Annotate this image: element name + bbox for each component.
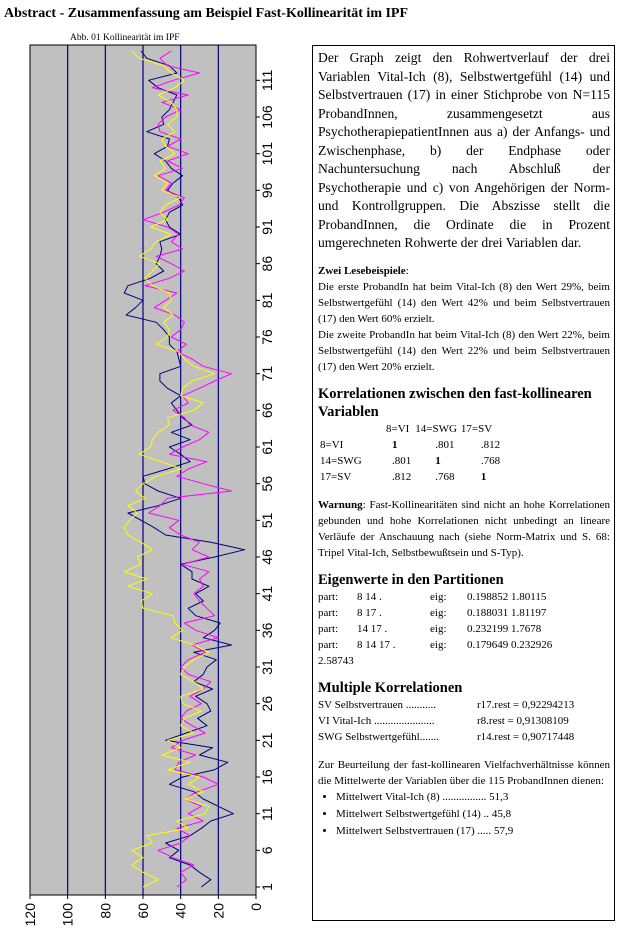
intro-paragraph: Der Graph zeigt den Rohwertverlauf der drei Variablen Vital-Ich (8), Selbstwertgefühl (14) und Selbstvertrauen (17) in einer Stichprobe von N=115 ProbandInnen, zusammengesetzt aus PsychotherapiepatientInnen aus a) der Anfangs- und Zwischenphase, b) der Endphase oder Nachuntersuchung nach Abschluß der Psychotherapie und c) von Angehörigen der Norm- und Kontrollgruppen. Die Abszisse stellt die ProbandInnen, die Ordinate die in Prozent umgerechneten Rohwerte der drei Variablen dar. bbox=[318, 50, 610, 250]
x-tick-label: 20 bbox=[210, 903, 227, 919]
corr-row-label: 8=VI bbox=[320, 438, 344, 451]
mk-row bbox=[318, 729, 577, 745]
corr-col-header: 8=VI bbox=[386, 422, 410, 435]
y-tick-label: 81 bbox=[259, 292, 275, 309]
y-tick-label: 1 bbox=[259, 883, 275, 891]
eig-cell: 8 14 . bbox=[357, 590, 382, 603]
eig-cell: 14 17 . bbox=[357, 622, 388, 635]
warnung-label: Warnung bbox=[318, 498, 363, 511]
eigenwerte-tail: 2.58743 bbox=[318, 654, 354, 667]
lesebeispiel-1: Die erste ProbandIn hat beim Vital-Ich (8) den Wert 29%, beim Selbstwertgefühl (14) den Wert 42% und beim Selbstvertrauen (17) den Wert 60% erzielt. bbox=[318, 280, 610, 325]
y-tick-label: 66 bbox=[259, 402, 275, 419]
eig-cell: part: bbox=[318, 606, 339, 619]
lesebeispiele-colon: : bbox=[405, 264, 409, 277]
eig-cell: part: bbox=[318, 590, 339, 603]
y-tick-label: 106 bbox=[259, 105, 275, 129]
eig-row bbox=[318, 605, 555, 621]
corr-cell: .812 bbox=[392, 470, 412, 483]
y-tick-label: 51 bbox=[259, 512, 275, 529]
eig-row bbox=[318, 621, 555, 637]
list-item bbox=[336, 806, 610, 823]
y-tick-label: 91 bbox=[259, 219, 275, 235]
mean-label: Mittelwert Vital-Ich (8) ................ bbox=[336, 790, 487, 803]
eig-row bbox=[318, 637, 555, 653]
eig-cell: eig: bbox=[430, 622, 447, 635]
mean-label: Mittelwert Selbstwertgefühl (14) .. bbox=[336, 807, 490, 820]
y-tick-label: 71 bbox=[259, 365, 275, 382]
y-tick-label: 16 bbox=[259, 769, 275, 785]
corr-row-label: 14=SWG bbox=[320, 454, 362, 467]
chart-caption: Abb. 01 Kollinearität im IPF bbox=[70, 33, 180, 43]
mean-value: 57,9 bbox=[493, 824, 514, 837]
corr-row bbox=[318, 437, 502, 453]
mk-row bbox=[318, 713, 577, 729]
y-tick-label: 21 bbox=[259, 732, 275, 749]
y-tick-label: 26 bbox=[259, 695, 275, 712]
mk-name: VI Vital-Ich ...................... bbox=[318, 714, 435, 727]
mean-value: 45,8 bbox=[491, 807, 512, 820]
eig-cell: eig: bbox=[430, 638, 447, 651]
corr-cell: .812 bbox=[480, 438, 501, 451]
eigenwerte-table bbox=[318, 589, 555, 653]
x-tick-label: 60 bbox=[135, 903, 151, 919]
mean-value: 51,3 bbox=[489, 790, 509, 803]
corr-col-header: 17=SV bbox=[460, 422, 493, 435]
warnung-text: : Fast-Kollinearitäten sind nicht an hohe Korrelationen gebunden und hohe Korrelationen nicht unbedingt an lineare Verläufe der Anschauung nach (siehe Norm-Matrix und S. 68: Tripel Vital-Ich, Selbstbewußtsein und S-Typ). bbox=[318, 498, 610, 559]
mk-value: r14.rest = 0,90717448 bbox=[477, 730, 575, 743]
corr-cell: .801 bbox=[435, 438, 455, 451]
y-tick-label: 96 bbox=[259, 182, 275, 199]
corr-cell: .801 bbox=[392, 454, 412, 467]
eig-cell: eig: bbox=[430, 606, 447, 619]
eig-cell: 8 17 . bbox=[357, 606, 382, 619]
y-tick-label: 61 bbox=[259, 439, 275, 455]
lesebeispiele-heading: Zwei Lesebeispiele bbox=[318, 264, 406, 277]
x-tick-label: 40 bbox=[172, 903, 189, 919]
page-title: Abstract - Zusammenfassung am Beispiel Fast-Kollinearität im IPF bbox=[4, 6, 409, 21]
multiple-korrelationen-heading: Multiple Korrelationen bbox=[318, 679, 463, 696]
eigenwerte-heading: Eigenwerte in den Partitionen bbox=[318, 571, 504, 588]
eig-cell: part: bbox=[318, 638, 339, 651]
y-tick-label: 41 bbox=[259, 585, 275, 602]
eig-cell: 0.188031 1.81197 bbox=[467, 606, 547, 619]
kollinearitaet-chart bbox=[0, 0, 300, 943]
y-tick-label: 111 bbox=[259, 69, 275, 91]
corr-cell: .768 bbox=[435, 470, 455, 483]
beurteilung-paragraph: Zur Beurteilung der fast-kollinearen Vielfachverhältnisse können die Mittelwerte der Variablen über die 115 ProbandInnen dienen: bbox=[318, 758, 610, 787]
corr-cell: 1 bbox=[480, 470, 487, 483]
eig-cell: 0.179649 0.232926 bbox=[467, 638, 553, 651]
multiple-korrelationen-table bbox=[318, 697, 577, 745]
eig-cell: part: bbox=[318, 622, 339, 635]
korrelationen-heading: Korrelationen zwischen den fast-kollinearen Variablen bbox=[318, 385, 592, 420]
abstract-textbox bbox=[312, 45, 615, 921]
mk-name: SV Selbstvertrauen ........... bbox=[318, 698, 437, 711]
mean-label: Mittelwert Selbstvertrauen (17) ..... bbox=[336, 824, 492, 837]
corr-cell: .768 bbox=[480, 454, 501, 467]
y-tick-label: 46 bbox=[259, 549, 275, 565]
y-tick-label: 76 bbox=[259, 329, 275, 345]
eig-cell: 0.198852 1.80115 bbox=[467, 590, 547, 603]
corr-col-header: 14=SWG bbox=[415, 422, 457, 435]
mk-value: r17.rest = 0,92294213 bbox=[477, 698, 575, 711]
corr-row bbox=[318, 469, 502, 485]
korrelations-matrix bbox=[318, 421, 502, 485]
mittelwerte-list bbox=[318, 789, 610, 840]
mk-row bbox=[318, 697, 577, 713]
eig-row bbox=[318, 589, 555, 605]
x-tick-label: 120 bbox=[22, 903, 38, 927]
corr-cell: 1 bbox=[392, 438, 398, 451]
y-tick-label: 36 bbox=[259, 622, 275, 639]
mk-name: SWG Selbstwertgefühl....... bbox=[318, 730, 439, 743]
corr-cell: 1 bbox=[435, 454, 441, 467]
mk-value: r8.rest = 0,91308109 bbox=[477, 714, 569, 727]
x-tick-label: 80 bbox=[97, 903, 114, 919]
y-tick-label: 101 bbox=[259, 141, 275, 166]
eig-cell: 8 14 17 . bbox=[357, 638, 396, 651]
y-tick-label: 86 bbox=[259, 255, 275, 272]
y-tick-label: 56 bbox=[259, 475, 275, 492]
x-tick-label: 100 bbox=[59, 903, 76, 927]
corr-row-label: 17=SV bbox=[320, 470, 352, 483]
eig-cell: 0.232199 1.7678 bbox=[467, 622, 542, 635]
eig-cell: eig: bbox=[430, 590, 447, 603]
lesebeispiel-2: Die zweite ProbandIn hat beim Vital-Ich (8) den Wert 22%, beim Selbstwertgefühl (14) den Wert 22% und beim Selbstvertrauen (17) den Wert 20% erzielt. bbox=[318, 328, 610, 373]
y-tick-label: 11 bbox=[259, 806, 275, 821]
list-item bbox=[336, 823, 610, 840]
corr-row bbox=[318, 453, 502, 469]
y-tick-label: 31 bbox=[259, 659, 275, 675]
y-tick-label: 6 bbox=[259, 846, 275, 855]
x-tick-label: 0 bbox=[248, 903, 264, 911]
list-item bbox=[336, 789, 610, 806]
